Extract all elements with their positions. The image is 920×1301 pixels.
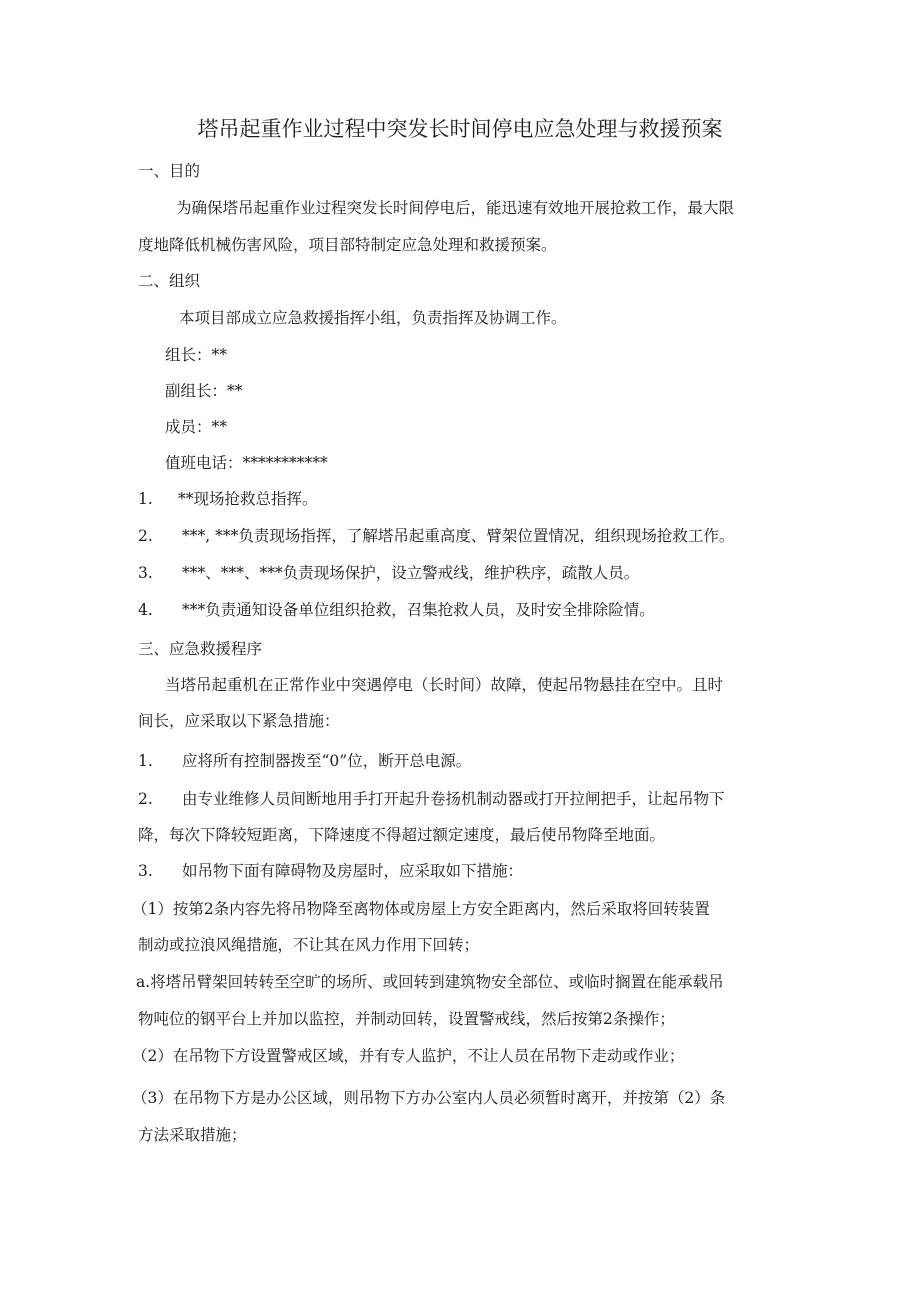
list-item <box>138 488 318 510</box>
list-item-number: 3. <box>138 564 153 582</box>
deputy-leader-line: 副组长：** <box>165 382 243 400</box>
list-item-text: ***、***、***负责现场保护，设立警戒线，维护秩序，疏散人员。 <box>182 564 640 582</box>
list-item <box>138 525 734 547</box>
sub-measure-line: （3）在吊物下方是办公区域，则吊物下方办公室内人员必须暂时离开，并按第（2）条 <box>132 1089 726 1107</box>
list-item-number: 1. <box>138 490 153 508</box>
paragraph-line: 本项目部成立应急救援指挥小组，负责指挥及协调工作。 <box>179 309 567 327</box>
step-number: 1. <box>138 752 153 770</box>
section-heading-procedure: 三、应急救援程序 <box>138 640 263 658</box>
list-item-number: 2. <box>138 527 153 545</box>
leader-line: 组长：** <box>165 346 228 364</box>
sub-measure-line: （1）按第2条内容先将吊物降至离物体或房屋上方安全距离内，然后采取将回转装置 <box>132 900 710 918</box>
step-number: 3. <box>138 862 153 880</box>
paragraph-line: 间长，应采取以下紧急措施： <box>138 712 340 730</box>
duty-phone-line: 值班电话：*********** <box>165 454 328 472</box>
list-item <box>138 599 655 621</box>
paragraph-line: 当塔吊起重机在正常作业中突遇停电（长时间）故障，使起吊物悬挂在空中。且时 <box>165 676 724 694</box>
list-item-text: ***, ***负责现场指挥，了解塔吊起重高度、臂架位置情况，组织现场抢救工作。 <box>182 527 735 545</box>
list-item <box>138 562 639 584</box>
step-text: 如吊物下面有障碍物及房屋时，应采取如下措施： <box>182 862 524 880</box>
list-item-number: 4. <box>138 601 153 619</box>
sub-measure-line: （2）在吊物下方设置警戒区域，并有专人监护，不让人员在吊物下走动或作业； <box>132 1047 685 1065</box>
paragraph-line: 降，每次下降较短距离，下降速度不得超过额定速度，最后使吊物降至地面。 <box>138 826 666 844</box>
step-text: 应将所有控制器拨至“0”位，断开总电源。 <box>182 752 472 770</box>
paragraph-line: 度地降低机械伤害风险，项目部特制定应急处理和救援预案。 <box>138 236 557 254</box>
sub-measure-line: 制动或拉浪风绳措施，不让其在风力作用下回转； <box>138 936 480 954</box>
sub-measure-line: 物吨位的钢平台上并加以监控，并制动回转，设置警戒线，然后按第2条操作； <box>138 1010 675 1028</box>
document-title: 塔吊起重作业过程中突发长时间停电应急处理与救援预案 <box>197 117 723 141</box>
step-number: 2. <box>138 790 153 808</box>
step-text: 由专业维修人员间断地用手打开起升卷扬机制动器或打开拉闸把手，让起吊物下 <box>182 790 725 808</box>
procedure-step <box>138 750 471 772</box>
sub-measure-line: a.将塔吊臂架回转转至空旷的场所、或回转到建筑物安全部位、或临时搁置在能承载吊 <box>136 973 724 991</box>
list-item-text: **现场抢救总指挥。 <box>178 490 318 508</box>
procedure-step <box>138 860 523 882</box>
section-heading-purpose: 一、目的 <box>138 162 201 180</box>
list-item-text: ***负责通知设备单位组织抢救，召集抢救人员，及时安全排除险情。 <box>182 601 655 619</box>
sub-measure-line: 方法采取措施； <box>138 1126 247 1144</box>
paragraph-line: 为确保塔吊起重作业过程突发长时间停电后，能迅速有效地开展抢救工作，最大限 <box>176 199 735 217</box>
procedure-step <box>138 788 725 810</box>
section-heading-organization: 二、组织 <box>138 272 201 290</box>
members-line: 成员：** <box>165 418 228 436</box>
